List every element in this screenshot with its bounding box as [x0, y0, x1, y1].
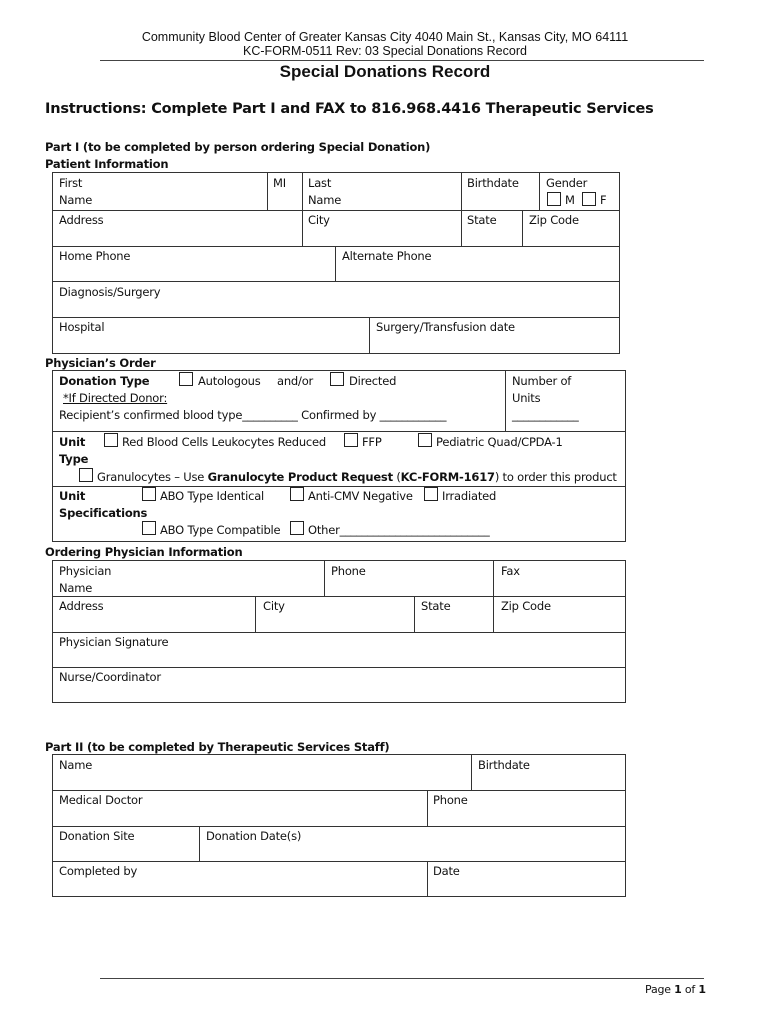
gender-m-label: M	[565, 193, 575, 207]
part2-phone-label: Phone	[433, 793, 468, 807]
page-number: Page 1 of 1	[645, 983, 706, 996]
patient-state-label: State	[467, 213, 497, 227]
last-name-label: Last	[308, 176, 332, 190]
granulocytes-checkbox[interactable]	[79, 468, 93, 482]
first-name-label: First	[59, 176, 83, 190]
number-of-units-label: Number of	[512, 374, 572, 388]
nurse-coordinator-label: Nurse/Coordinator	[59, 670, 161, 684]
part2-name-label: Name	[59, 758, 93, 772]
physician-order-heading: Physician’s Order	[45, 356, 156, 370]
part1-heading: Part I (to be completed by person ordering Special Donation)	[45, 140, 431, 154]
irradiated-checkbox[interactable]	[424, 487, 438, 501]
physician-signature-label: Physician Signature	[59, 635, 169, 649]
home-phone-label: Home Phone	[59, 249, 131, 263]
patient-address-label: Address	[59, 213, 104, 227]
birthdate-label: Birthdate	[467, 176, 519, 190]
pediatric-checkbox[interactable]	[418, 433, 432, 447]
physician-fax-label: Fax	[501, 564, 520, 578]
irradiated-label: Irradiated	[442, 489, 497, 503]
first-name-label-2: Name	[59, 193, 93, 207]
medical-doctor-label: Medical Doctor	[59, 793, 143, 807]
completed-by-label: Completed by	[59, 864, 138, 878]
gender-m-checkbox[interactable]	[547, 192, 561, 206]
patient-info-heading: Patient Information	[45, 157, 169, 171]
unit-type-label-2: Type	[59, 452, 89, 466]
donation-dates-label: Donation Date(s)	[206, 829, 302, 843]
physician-city-label: City	[263, 599, 285, 613]
abo-compatible-checkbox[interactable]	[142, 521, 156, 535]
abo-compatible-label: ABO Type Compatible	[160, 523, 281, 537]
directed-label: Directed	[349, 374, 397, 388]
unit-type-label: Unit	[59, 435, 86, 449]
if-directed-label: *If Directed Donor:	[63, 391, 168, 405]
physician-name-label: Physician	[59, 564, 112, 578]
last-name-label-2: Name	[308, 193, 342, 207]
pediatric-label: Pediatric Quad/CPDA-1	[436, 435, 563, 449]
donation-type-label: Donation Type	[59, 374, 150, 388]
header-address: Community Blood Center of Greater Kansas City 4040 Main St., Kansas City, MO 64111	[141, 30, 629, 44]
gender-f-checkbox[interactable]	[582, 192, 596, 206]
recipient-blood-type-field[interactable]: Recipient’s confirmed blood type__________ Confirmed by ____________	[59, 408, 447, 422]
and-or-label: and/or	[277, 374, 314, 388]
instructions: Instructions: Complete Part I and FAX to 816.968.4416 Therapeutic Services	[45, 101, 654, 117]
page-title: Special Donations Record	[279, 62, 491, 81]
rbc-label: Red Blood Cells Leukocytes Reduced	[122, 435, 327, 449]
gender-f-label: F	[600, 193, 607, 207]
abo-identical-checkbox[interactable]	[142, 487, 156, 501]
unit-specifications-label-2: Specifications	[59, 506, 148, 520]
directed-checkbox[interactable]	[330, 372, 344, 386]
part2-table	[52, 754, 626, 897]
anti-cmv-label: Anti-CMV Negative	[308, 489, 413, 503]
ffp-checkbox[interactable]	[344, 433, 358, 447]
granulocytes-label: Granulocytes – Use Granulocyte Product Request (KC-FORM-1617) to order this product	[97, 470, 617, 484]
patient-city-label: City	[308, 213, 330, 227]
part2-date-label: Date	[433, 864, 460, 878]
header-rule	[100, 60, 704, 61]
abo-identical-label: ABO Type Identical	[160, 489, 265, 503]
part2-birthdate-label: Birthdate	[478, 758, 530, 772]
footer-rule	[100, 978, 704, 979]
units-field[interactable]: ____________	[512, 408, 579, 422]
form-number: KC-FORM-0511 Rev: 03 Special Donations Record	[243, 44, 527, 58]
physician-address-label: Address	[59, 599, 104, 613]
part2-heading: Part II (to be completed by Therapeutic Services Staff)	[45, 740, 390, 754]
rbc-checkbox[interactable]	[104, 433, 118, 447]
gender-label: Gender	[546, 176, 588, 190]
hospital-label: Hospital	[59, 320, 105, 334]
units-label: Units	[512, 391, 541, 405]
other-field[interactable]: Other___________________________	[308, 523, 490, 537]
unit-specifications-label: Unit	[59, 489, 86, 503]
ordering-physician-heading: Ordering Physician Information	[45, 545, 243, 559]
physician-state-label: State	[421, 599, 451, 613]
physician-phone-label: Phone	[331, 564, 366, 578]
physician-name-label-2: Name	[59, 581, 93, 595]
other-checkbox[interactable]	[290, 521, 304, 535]
surgery-date-label: Surgery/Transfusion date	[376, 320, 515, 334]
autologous-checkbox[interactable]	[179, 372, 193, 386]
diagnosis-label: Diagnosis/Surgery	[59, 285, 161, 299]
donation-site-label: Donation Site	[59, 829, 135, 843]
autologous-label: Autologous	[198, 374, 261, 388]
physician-zip-label: Zip Code	[501, 599, 551, 613]
anti-cmv-checkbox[interactable]	[290, 487, 304, 501]
mi-label: MI	[273, 176, 286, 190]
ffp-label: FFP	[362, 435, 382, 449]
patient-zip-label: Zip Code	[529, 213, 579, 227]
alternate-phone-label: Alternate Phone	[342, 249, 432, 263]
